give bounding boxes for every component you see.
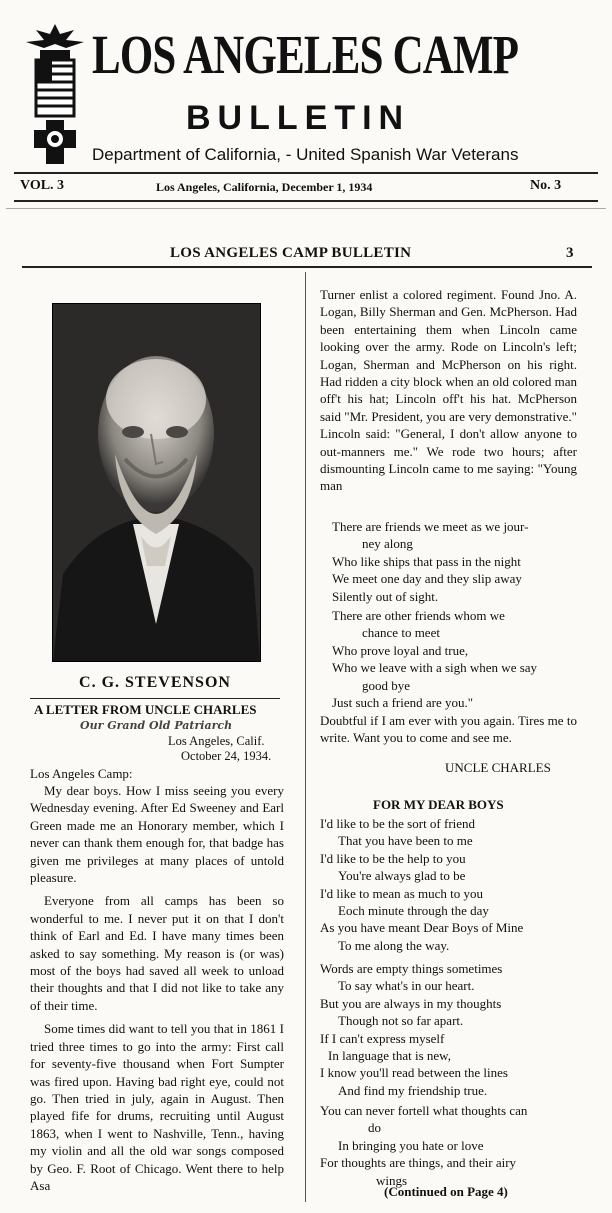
letter-closing bbox=[320, 712, 577, 747]
letter-place: Los Angeles, Calif. bbox=[168, 734, 265, 748]
letter-body bbox=[30, 782, 284, 1194]
verse-line: Who we leave with a sigh when we say bbox=[332, 660, 538, 676]
poem-line: Words are empty things sometimes bbox=[320, 961, 503, 976]
veterans-emblem-icon bbox=[22, 20, 88, 170]
poem-line: Though not so far apart. bbox=[338, 1013, 464, 1029]
masthead-rule-bottom bbox=[14, 200, 598, 202]
letter-paragraph: Everyone from all camps has been so wonderful to me. I never put it on that I don't think of Earl and Ed. I have many times been asked to say something. My reason is (or was) most of the boys had saved all week to unload their thoughts and that I did not like to take any of their time. bbox=[30, 893, 284, 1013]
poem-stanza-3 bbox=[320, 1102, 578, 1189]
page-fold-line bbox=[6, 208, 606, 209]
poem-line: In bringing you hate or love bbox=[338, 1137, 484, 1153]
running-header-title: LOS ANGELES CAMP BULLETIN bbox=[170, 245, 412, 261]
poem-line: I know you'll read between the lines bbox=[320, 1065, 508, 1081]
poem-line: To say what's in our heart. bbox=[338, 978, 475, 994]
verse-line: Who like ships that pass in the night bbox=[332, 553, 521, 569]
letter-signoff: UNCLE CHARLES bbox=[445, 760, 551, 775]
caption-rule bbox=[30, 698, 280, 699]
letter-date: October 24, 1934. bbox=[181, 749, 272, 763]
poem-line: do bbox=[368, 1120, 381, 1136]
closing-paragraph: Doubtful if I am ever with you again. Tires me to write. Want you to come and see me. bbox=[320, 713, 577, 746]
poem-line: That you have been to me bbox=[338, 833, 473, 849]
poem-line: I'd like to mean as much to you bbox=[320, 885, 484, 901]
volume-label: VOL. 3 bbox=[20, 178, 65, 193]
poem-title: FOR MY DEAR BOYS bbox=[373, 797, 504, 812]
poem-line: You can never fortell what thoughts can bbox=[320, 1103, 528, 1118]
verse-line: good bye bbox=[362, 677, 411, 693]
dateline: Los Angeles, California, December 1, 1934 bbox=[156, 180, 373, 194]
poem-line: I'd like to be the sort of friend bbox=[320, 816, 476, 831]
masthead-subtitle: BULLETIN bbox=[186, 99, 411, 137]
letter-paragraph: Some times did want to tell you that in 1861 I tried three times to go into the army: First call for seventy-five thousand when Fort Sumpter was fired upon. Having bad right eye, could not go. Then tried in july, again in August. Then played fife for drums, recruiting until August 1863, when I went to Nashville, Tenn., having my violin and all the old war songs composed by Geo. F. Root of Chicago. Went there to help Asa bbox=[30, 1021, 284, 1193]
poem-stanza-2 bbox=[320, 960, 508, 1099]
letter-verse-2 bbox=[332, 607, 537, 711]
masthead-rule-top bbox=[14, 172, 598, 174]
letter-verse-1 bbox=[332, 518, 528, 605]
poem-stanza-1 bbox=[320, 815, 523, 954]
issue-number: No. 3 bbox=[530, 178, 562, 193]
header-rule bbox=[22, 266, 592, 268]
letter-heading: A LETTER FROM UNCLE CHARLES bbox=[34, 702, 257, 717]
poem-line: wings bbox=[376, 1172, 408, 1188]
verse-line: chance to meet bbox=[362, 625, 440, 641]
letter-continuation bbox=[320, 286, 577, 495]
letter-subheading: Our Grand Old Patriarch bbox=[80, 719, 233, 732]
verse-line: There are other friends whom we bbox=[332, 608, 505, 623]
masthead-department: Department of California, - United Spanish War Veterans bbox=[92, 145, 519, 164]
continuation-paragraph: Turner enlist a colored regiment. Found Jno. A. Logan, Billy Sherman and Gen. McPherson. Had been entertaining them when Lincoln came looking over the army. Rode on Lincoln's left; Logan, Sherman and McPherson on his right. Had ridden a city block when an old colored man off't his hat; Lincoln off't his hat. McPherson said "Mr. President, you are very demonstrative." Lincoln said: "General, I don't allow anyone to out-manners me." We rode two hours; after dismounting Lincoln came to me saying: "Young man bbox=[320, 287, 577, 494]
portrait-caption: C. G. STEVENSON bbox=[79, 674, 231, 691]
poem-line: Eoch minute through the day bbox=[338, 903, 489, 919]
masthead-title: LOS ANGELES CAMP bbox=[92, 24, 519, 85]
poem-line: As you have meant Dear Boys of Mine bbox=[320, 920, 524, 936]
continued-note: (Continued on Page 4) bbox=[384, 1184, 508, 1199]
verse-line: Who prove loyal and true, bbox=[332, 642, 469, 658]
poem-line: In language that is new, bbox=[328, 1048, 451, 1064]
verse-line: ney along bbox=[362, 536, 413, 552]
portrait-photo bbox=[52, 303, 261, 662]
poem-line: For thoughts are things, and their airy bbox=[320, 1155, 517, 1171]
poem-line: I'd like to be the help to you bbox=[320, 850, 466, 866]
verse-line: Silently out of sight. bbox=[332, 588, 439, 604]
poem-line: But you are always in my thoughts bbox=[320, 995, 502, 1011]
verse-line: We meet one day and they slip away bbox=[332, 571, 522, 587]
poem-line: If I can't express myself bbox=[320, 1030, 445, 1046]
poem-line: You're always glad to be bbox=[338, 868, 466, 884]
verse-line: Just such a friend are you." bbox=[332, 695, 474, 711]
page-number: 3 bbox=[566, 245, 574, 261]
column-divider bbox=[305, 272, 306, 1202]
poem-line: And find my friendship true. bbox=[338, 1082, 488, 1098]
letter-salutation: Los Angeles Camp: bbox=[30, 766, 133, 781]
verse-line: There are friends we meet as we jour- bbox=[332, 519, 529, 534]
letter-paragraph: My dear boys. How I miss seeing you every Wednesday evening. After Ed Sweeney and Earl Green made me an Honorary member, which I never can thank them enough for, that badge has given me privileges at many places of untold pleasure. bbox=[30, 783, 284, 886]
poem-line: To me along the way. bbox=[338, 937, 450, 953]
